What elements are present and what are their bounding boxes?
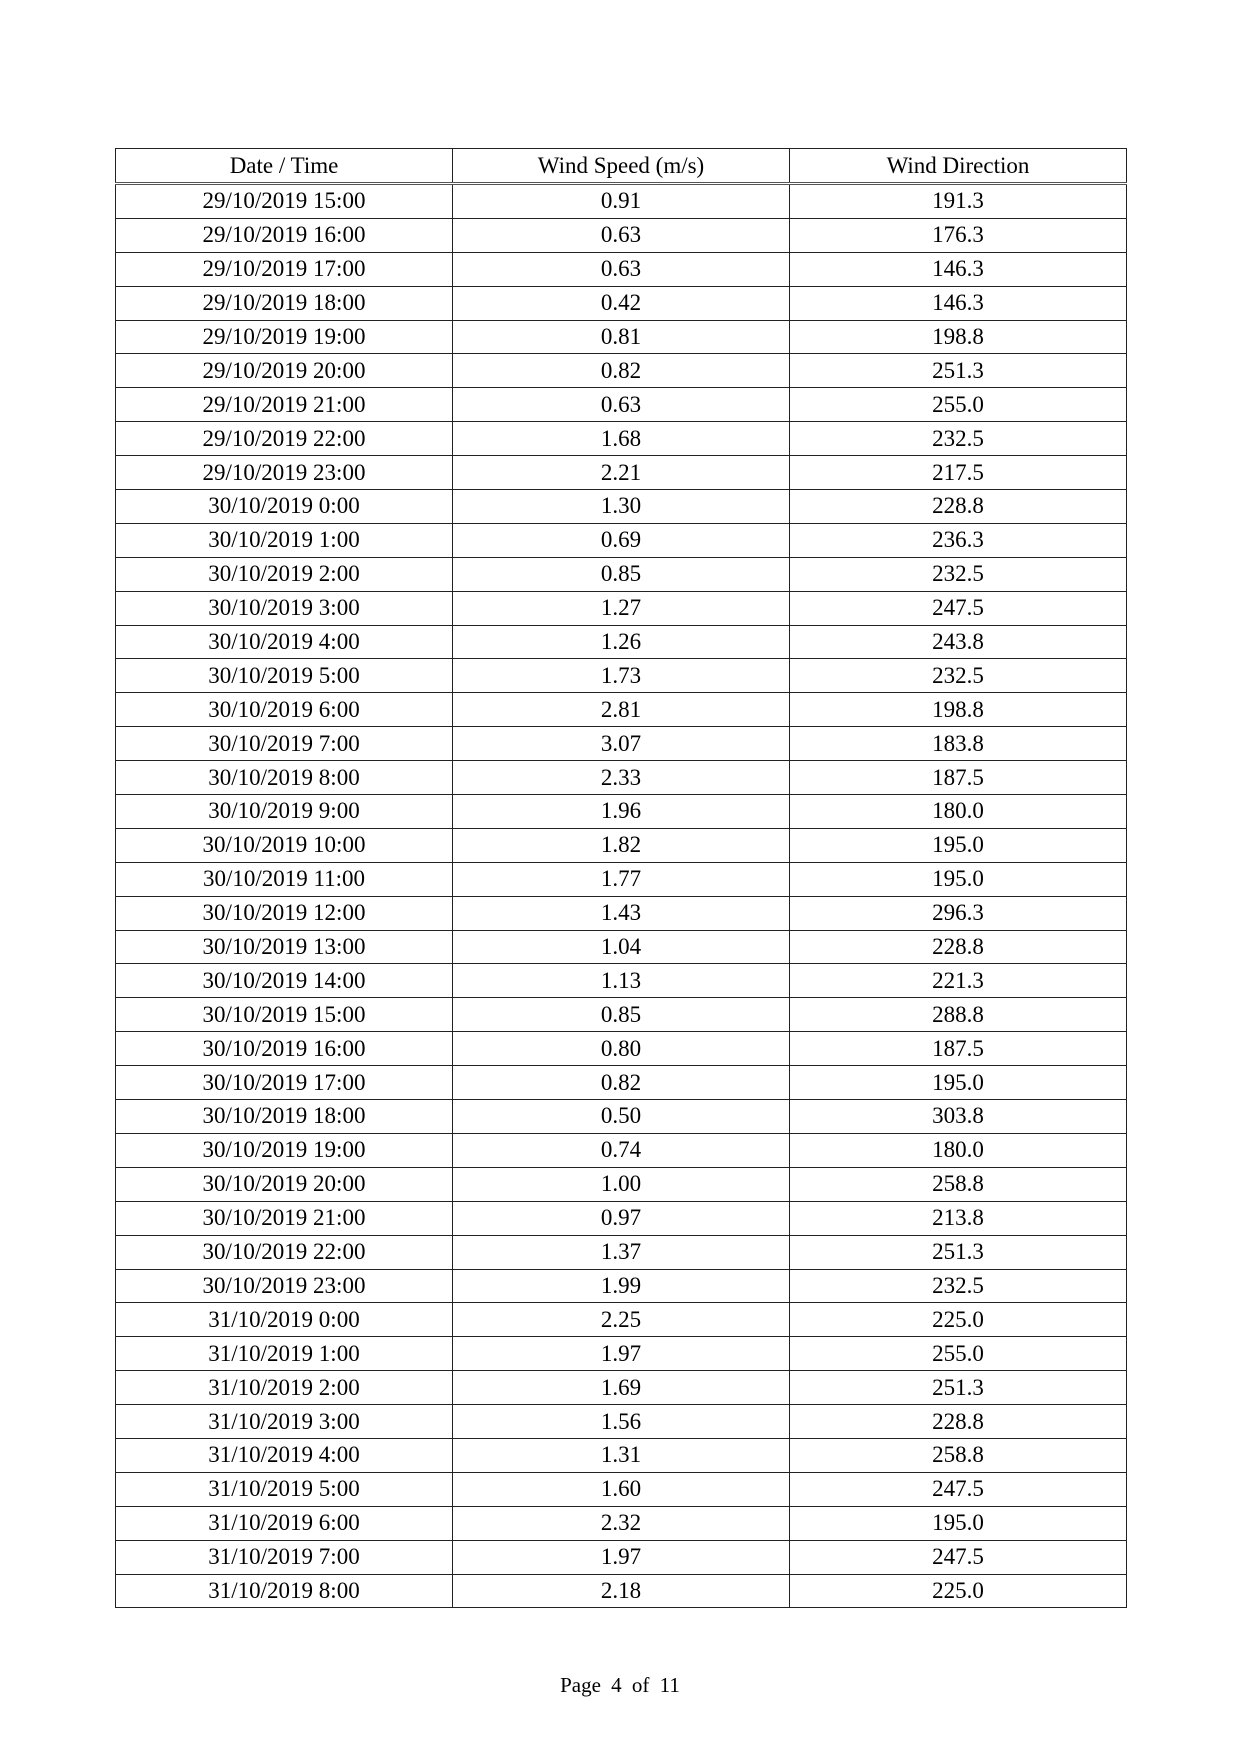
cell-date-time: 30/10/2019 18:00 xyxy=(116,1100,453,1134)
cell-wind-speed: 1.60 xyxy=(453,1472,790,1506)
cell-date-time: 31/10/2019 6:00 xyxy=(116,1506,453,1540)
cell-wind-direction: 217.5 xyxy=(790,456,1127,490)
cell-wind-direction: 225.0 xyxy=(790,1574,1127,1608)
cell-wind-direction: 247.5 xyxy=(790,591,1127,625)
table-row xyxy=(116,659,1127,693)
cell-wind-speed: 1.77 xyxy=(453,862,790,896)
cell-date-time: 30/10/2019 5:00 xyxy=(116,659,453,693)
cell-date-time: 29/10/2019 15:00 xyxy=(116,184,453,219)
cell-wind-direction: 243.8 xyxy=(790,625,1127,659)
cell-wind-speed: 0.85 xyxy=(453,998,790,1032)
cell-wind-speed: 2.18 xyxy=(453,1574,790,1608)
table-row xyxy=(116,1303,1127,1337)
cell-wind-speed: 1.00 xyxy=(453,1167,790,1201)
cell-wind-speed: 2.81 xyxy=(453,693,790,727)
cell-wind-direction: 195.0 xyxy=(790,862,1127,896)
cell-date-time: 31/10/2019 1:00 xyxy=(116,1337,453,1371)
table-row xyxy=(116,1201,1127,1235)
cell-date-time: 29/10/2019 22:00 xyxy=(116,422,453,456)
table-row xyxy=(116,320,1127,354)
cell-wind-direction: 191.3 xyxy=(790,184,1127,219)
cell-date-time: 30/10/2019 6:00 xyxy=(116,693,453,727)
cell-wind-direction: 296.3 xyxy=(790,896,1127,930)
cell-date-time: 30/10/2019 21:00 xyxy=(116,1201,453,1235)
cell-wind-direction: 187.5 xyxy=(790,1032,1127,1066)
cell-date-time: 30/10/2019 20:00 xyxy=(116,1167,453,1201)
cell-wind-speed: 1.13 xyxy=(453,964,790,998)
table-row xyxy=(116,557,1127,591)
cell-date-time: 30/10/2019 23:00 xyxy=(116,1269,453,1303)
cell-date-time: 31/10/2019 3:00 xyxy=(116,1405,453,1439)
cell-wind-direction: 176.3 xyxy=(790,218,1127,252)
cell-wind-direction: 195.0 xyxy=(790,1066,1127,1100)
table-row xyxy=(116,286,1127,320)
cell-date-time: 29/10/2019 16:00 xyxy=(116,218,453,252)
table-row xyxy=(116,456,1127,490)
cell-date-time: 29/10/2019 19:00 xyxy=(116,320,453,354)
cell-wind-direction: 146.3 xyxy=(790,252,1127,286)
cell-wind-direction: 225.0 xyxy=(790,1303,1127,1337)
cell-wind-speed: 1.82 xyxy=(453,828,790,862)
cell-wind-direction: 180.0 xyxy=(790,1133,1127,1167)
cell-wind-direction: 258.8 xyxy=(790,1167,1127,1201)
cell-wind-speed: 1.97 xyxy=(453,1540,790,1574)
cell-wind-direction: 232.5 xyxy=(790,422,1127,456)
cell-date-time: 30/10/2019 8:00 xyxy=(116,761,453,795)
cell-date-time: 29/10/2019 21:00 xyxy=(116,388,453,422)
cell-date-time: 30/10/2019 17:00 xyxy=(116,1066,453,1100)
table-body xyxy=(116,184,1127,1608)
cell-wind-speed: 0.63 xyxy=(453,218,790,252)
table-row xyxy=(116,896,1127,930)
header-wind-direction: Wind Direction xyxy=(790,149,1127,184)
cell-wind-speed: 1.56 xyxy=(453,1405,790,1439)
cell-wind-direction: 255.0 xyxy=(790,1337,1127,1371)
table-row xyxy=(116,795,1127,829)
cell-date-time: 31/10/2019 5:00 xyxy=(116,1472,453,1506)
table-row xyxy=(116,862,1127,896)
cell-wind-speed: 1.31 xyxy=(453,1438,790,1472)
cell-wind-speed: 0.85 xyxy=(453,557,790,591)
cell-date-time: 30/10/2019 0:00 xyxy=(116,490,453,524)
cell-wind-direction: 221.3 xyxy=(790,964,1127,998)
cell-date-time: 30/10/2019 11:00 xyxy=(116,862,453,896)
cell-wind-direction: 232.5 xyxy=(790,659,1127,693)
cell-date-time: 30/10/2019 10:00 xyxy=(116,828,453,862)
cell-wind-speed: 0.82 xyxy=(453,354,790,388)
wind-data-table xyxy=(115,148,1127,1608)
cell-wind-direction: 258.8 xyxy=(790,1438,1127,1472)
cell-wind-direction: 232.5 xyxy=(790,557,1127,591)
header-wind-speed: Wind Speed (m/s) xyxy=(453,149,790,184)
cell-wind-direction: 198.8 xyxy=(790,693,1127,727)
table-row xyxy=(116,1100,1127,1134)
cell-wind-speed: 0.42 xyxy=(453,286,790,320)
cell-wind-speed: 3.07 xyxy=(453,727,790,761)
table-row xyxy=(116,1032,1127,1066)
cell-wind-direction: 288.8 xyxy=(790,998,1127,1032)
cell-wind-speed: 0.80 xyxy=(453,1032,790,1066)
table-row xyxy=(116,1438,1127,1472)
table-row xyxy=(116,354,1127,388)
cell-wind-speed: 1.37 xyxy=(453,1235,790,1269)
cell-wind-speed: 1.68 xyxy=(453,422,790,456)
cell-wind-direction: 303.8 xyxy=(790,1100,1127,1134)
cell-wind-speed: 1.99 xyxy=(453,1269,790,1303)
cell-wind-direction: 247.5 xyxy=(790,1472,1127,1506)
cell-wind-speed: 1.96 xyxy=(453,795,790,829)
table-row xyxy=(116,1133,1127,1167)
cell-wind-speed: 2.25 xyxy=(453,1303,790,1337)
table-row xyxy=(116,1405,1127,1439)
table-row xyxy=(116,1506,1127,1540)
cell-wind-direction: 187.5 xyxy=(790,761,1127,795)
table-row xyxy=(116,964,1127,998)
cell-wind-speed: 1.26 xyxy=(453,625,790,659)
cell-wind-direction: 146.3 xyxy=(790,286,1127,320)
cell-date-time: 29/10/2019 20:00 xyxy=(116,354,453,388)
table-row xyxy=(116,1540,1127,1574)
cell-wind-speed: 1.30 xyxy=(453,490,790,524)
cell-wind-speed: 1.43 xyxy=(453,896,790,930)
table-row xyxy=(116,1167,1127,1201)
table-row xyxy=(116,388,1127,422)
table-row xyxy=(116,490,1127,524)
cell-wind-direction: 255.0 xyxy=(790,388,1127,422)
cell-wind-direction: 236.3 xyxy=(790,523,1127,557)
header-row xyxy=(116,149,1127,184)
table-row xyxy=(116,252,1127,286)
table-row xyxy=(116,1066,1127,1100)
cell-wind-direction: 213.8 xyxy=(790,1201,1127,1235)
cell-wind-direction: 247.5 xyxy=(790,1540,1127,1574)
cell-wind-direction: 195.0 xyxy=(790,828,1127,862)
cell-wind-speed: 0.82 xyxy=(453,1066,790,1100)
cell-wind-speed: 1.04 xyxy=(453,930,790,964)
cell-wind-direction: 228.8 xyxy=(790,1405,1127,1439)
cell-wind-direction: 198.8 xyxy=(790,320,1127,354)
cell-date-time: 30/10/2019 19:00 xyxy=(116,1133,453,1167)
table-row xyxy=(116,1235,1127,1269)
cell-wind-direction: 195.0 xyxy=(790,1506,1127,1540)
cell-date-time: 30/10/2019 4:00 xyxy=(116,625,453,659)
cell-wind-direction: 228.8 xyxy=(790,490,1127,524)
cell-wind-speed: 0.97 xyxy=(453,1201,790,1235)
cell-date-time: 30/10/2019 1:00 xyxy=(116,523,453,557)
cell-date-time: 30/10/2019 2:00 xyxy=(116,557,453,591)
table-row xyxy=(116,422,1127,456)
cell-date-time: 30/10/2019 15:00 xyxy=(116,998,453,1032)
table-row xyxy=(116,1574,1127,1608)
cell-date-time: 31/10/2019 0:00 xyxy=(116,1303,453,1337)
table-row xyxy=(116,184,1127,219)
header-date-time: Date / Time xyxy=(116,149,453,184)
cell-wind-direction: 251.3 xyxy=(790,1371,1127,1405)
cell-date-time: 30/10/2019 3:00 xyxy=(116,591,453,625)
cell-date-time: 31/10/2019 7:00 xyxy=(116,1540,453,1574)
cell-date-time: 30/10/2019 16:00 xyxy=(116,1032,453,1066)
table-row xyxy=(116,693,1127,727)
cell-wind-speed: 0.50 xyxy=(453,1100,790,1134)
cell-wind-speed: 1.97 xyxy=(453,1337,790,1371)
cell-wind-direction: 183.8 xyxy=(790,727,1127,761)
table-header xyxy=(116,149,1127,184)
cell-wind-speed: 1.27 xyxy=(453,591,790,625)
cell-date-time: 30/10/2019 14:00 xyxy=(116,964,453,998)
cell-date-time: 30/10/2019 9:00 xyxy=(116,795,453,829)
table-row xyxy=(116,1269,1127,1303)
cell-date-time: 30/10/2019 22:00 xyxy=(116,1235,453,1269)
cell-date-time: 31/10/2019 8:00 xyxy=(116,1574,453,1608)
table-row xyxy=(116,218,1127,252)
table-row xyxy=(116,1337,1127,1371)
cell-wind-speed: 0.63 xyxy=(453,388,790,422)
cell-wind-direction: 180.0 xyxy=(790,795,1127,829)
table-row xyxy=(116,625,1127,659)
cell-date-time: 29/10/2019 23:00 xyxy=(116,456,453,490)
cell-date-time: 31/10/2019 2:00 xyxy=(116,1371,453,1405)
cell-date-time: 29/10/2019 18:00 xyxy=(116,286,453,320)
cell-wind-direction: 232.5 xyxy=(790,1269,1127,1303)
cell-wind-speed: 1.73 xyxy=(453,659,790,693)
cell-wind-speed: 2.33 xyxy=(453,761,790,795)
cell-wind-speed: 0.91 xyxy=(453,184,790,219)
table-row xyxy=(116,727,1127,761)
table-row xyxy=(116,828,1127,862)
cell-date-time: 30/10/2019 12:00 xyxy=(116,896,453,930)
wind-data-table-container xyxy=(115,148,1127,1608)
table-row xyxy=(116,1472,1127,1506)
table-row xyxy=(116,998,1127,1032)
cell-date-time: 31/10/2019 4:00 xyxy=(116,1438,453,1472)
cell-wind-speed: 2.21 xyxy=(453,456,790,490)
cell-date-time: 30/10/2019 13:00 xyxy=(116,930,453,964)
cell-wind-speed: 0.74 xyxy=(453,1133,790,1167)
cell-date-time: 29/10/2019 17:00 xyxy=(116,252,453,286)
cell-wind-direction: 228.8 xyxy=(790,930,1127,964)
table-row xyxy=(116,591,1127,625)
cell-wind-speed: 0.69 xyxy=(453,523,790,557)
table-row xyxy=(116,930,1127,964)
table-row xyxy=(116,523,1127,557)
cell-wind-direction: 251.3 xyxy=(790,354,1127,388)
cell-wind-speed: 0.63 xyxy=(453,252,790,286)
cell-wind-speed: 0.81 xyxy=(453,320,790,354)
table-row xyxy=(116,1371,1127,1405)
cell-wind-speed: 2.32 xyxy=(453,1506,790,1540)
table-row xyxy=(116,761,1127,795)
page-number: Page 4 of 11 xyxy=(560,1673,680,1697)
cell-date-time: 30/10/2019 7:00 xyxy=(116,727,453,761)
cell-wind-direction: 251.3 xyxy=(790,1235,1127,1269)
cell-wind-speed: 1.69 xyxy=(453,1371,790,1405)
